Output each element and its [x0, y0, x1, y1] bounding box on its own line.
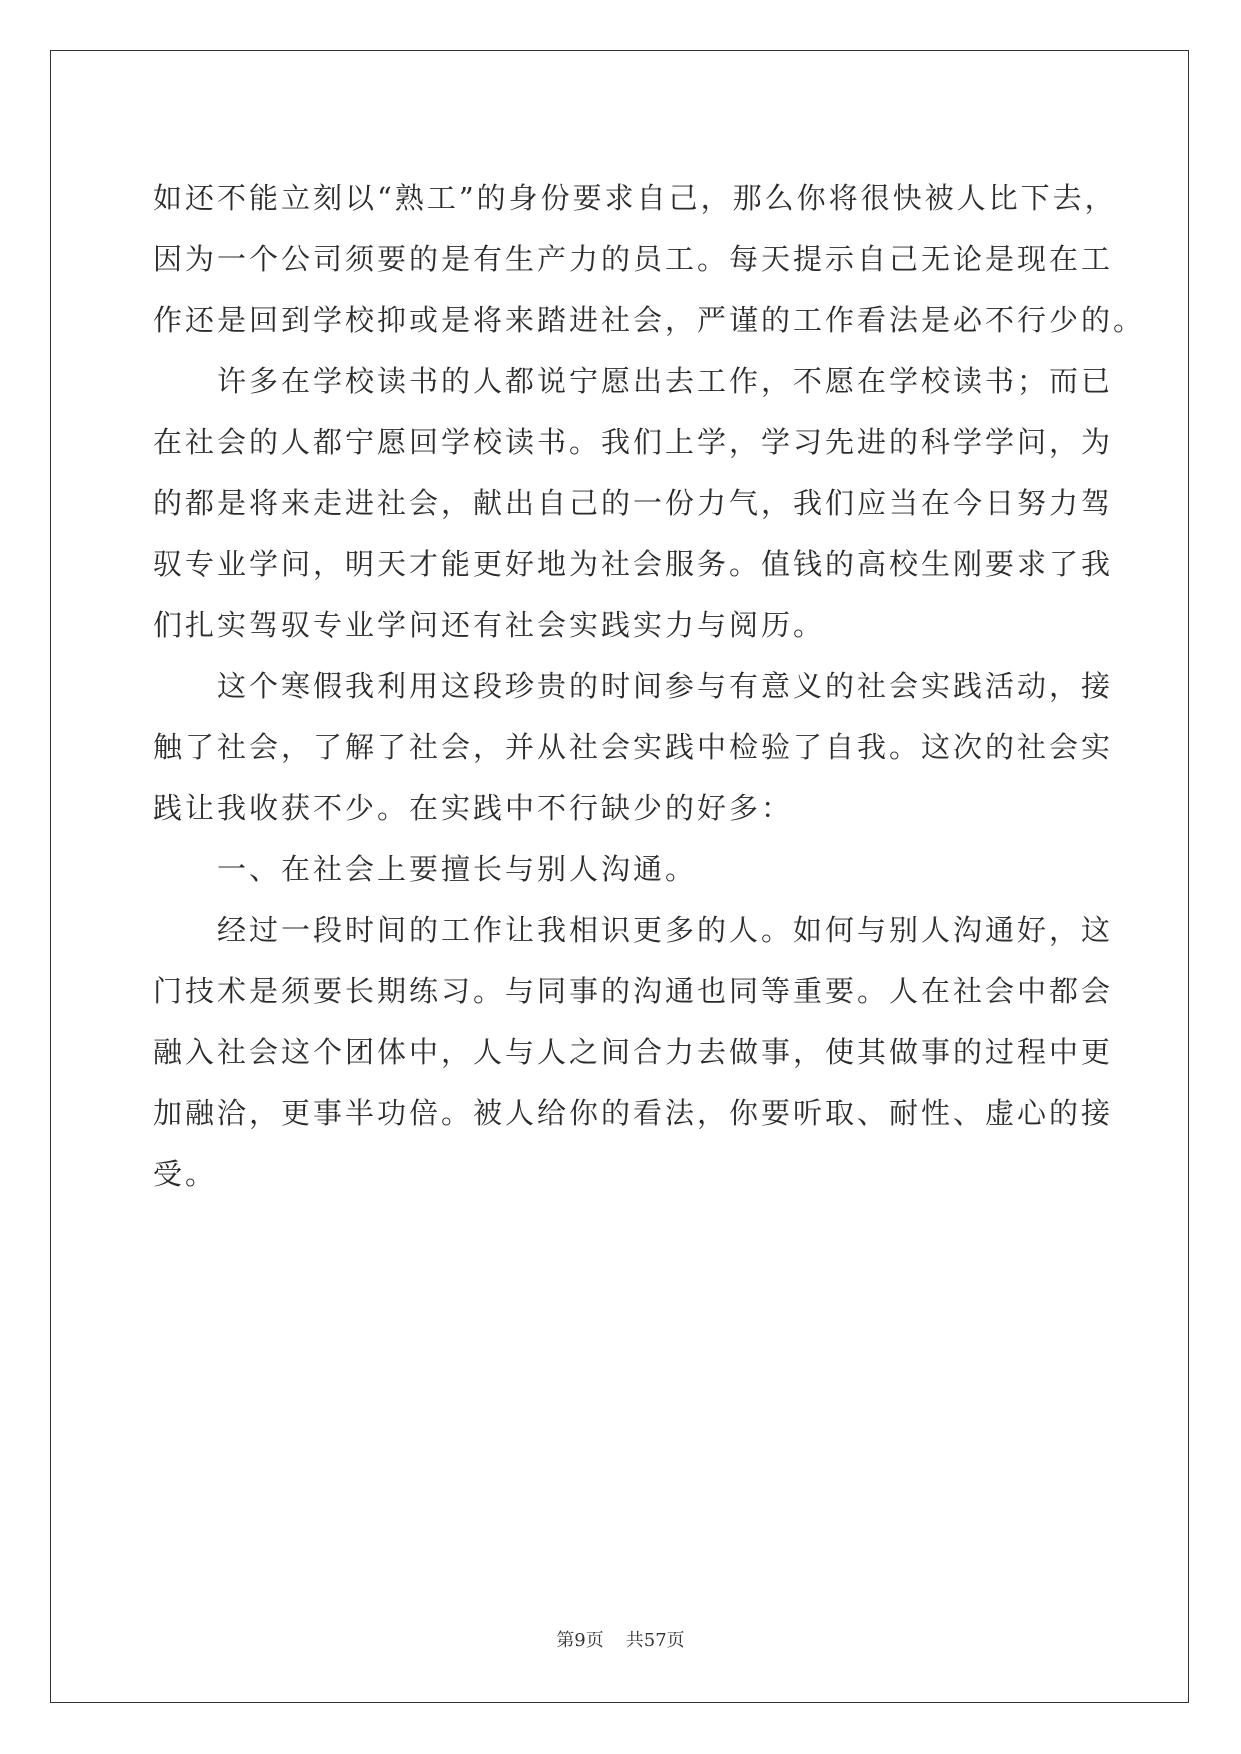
- text-line: 的都是将来走进社会，献出自己的一份力气，我们应当在今日努力驾: [153, 486, 1114, 520]
- paragraph-start-line: 许多在学校读书的人都说宁愿出去工作，不愿在学校读书；而已: [217, 364, 1114, 398]
- text-line: 受。: [153, 1157, 218, 1191]
- section-heading: 一、在社会上要擅长与别人沟通。: [217, 852, 698, 886]
- text-line: 加融洽，更事半功倍。被人给你的看法，你要听取、耐性、虚心的接: [153, 1096, 1114, 1130]
- page-number: 第9页: [556, 1630, 604, 1651]
- text-line: 触了社会，了解了社会，并从社会实践中检验了自我。这次的社会实: [153, 730, 1114, 764]
- document-body: [153, 168, 1146, 1205]
- text-line: 作还是回到学校抑或是将来踏进社会，严谨的工作看法是必不行少的。: [153, 303, 1146, 337]
- text-line: 融入社会这个团体中，人与人之间合力去做事，使其做事的过程中更: [153, 1035, 1114, 1069]
- text-line: 门技术是须要长期练习。与同事的沟通也同等重要。人在社会中都会: [153, 974, 1114, 1008]
- text-line: 因为一个公司须要的是有生产力的员工。每天提示自己无论是现在工: [153, 242, 1114, 276]
- text-line: 在社会的人都宁愿回学校读书。我们上学，学习先进的科学学问，为: [153, 425, 1114, 459]
- text-line: 们扎实驾驭专业学问还有社会实践实力与阅历。: [153, 608, 826, 642]
- page-footer: [0, 1626, 1241, 1652]
- paragraph-start-line: 经过一段时间的工作让我相识更多的人。如何与别人沟通好，这: [217, 913, 1114, 947]
- text-line: 驭专业学问，明天才能更好地为社会服务。值钱的高校生刚要求了我: [153, 547, 1114, 581]
- text-line: 如还不能立刻以“熟工”的身份要求自己，那么你将很快被人比下去，: [153, 181, 1117, 215]
- paragraph-start-line: 这个寒假我利用这段珍贵的时间参与有意义的社会实践活动，接: [217, 669, 1114, 703]
- page-total: 共57页: [625, 1630, 685, 1651]
- text-line: 践让我收获不少。在实践中不行缺少的好多：: [153, 791, 794, 825]
